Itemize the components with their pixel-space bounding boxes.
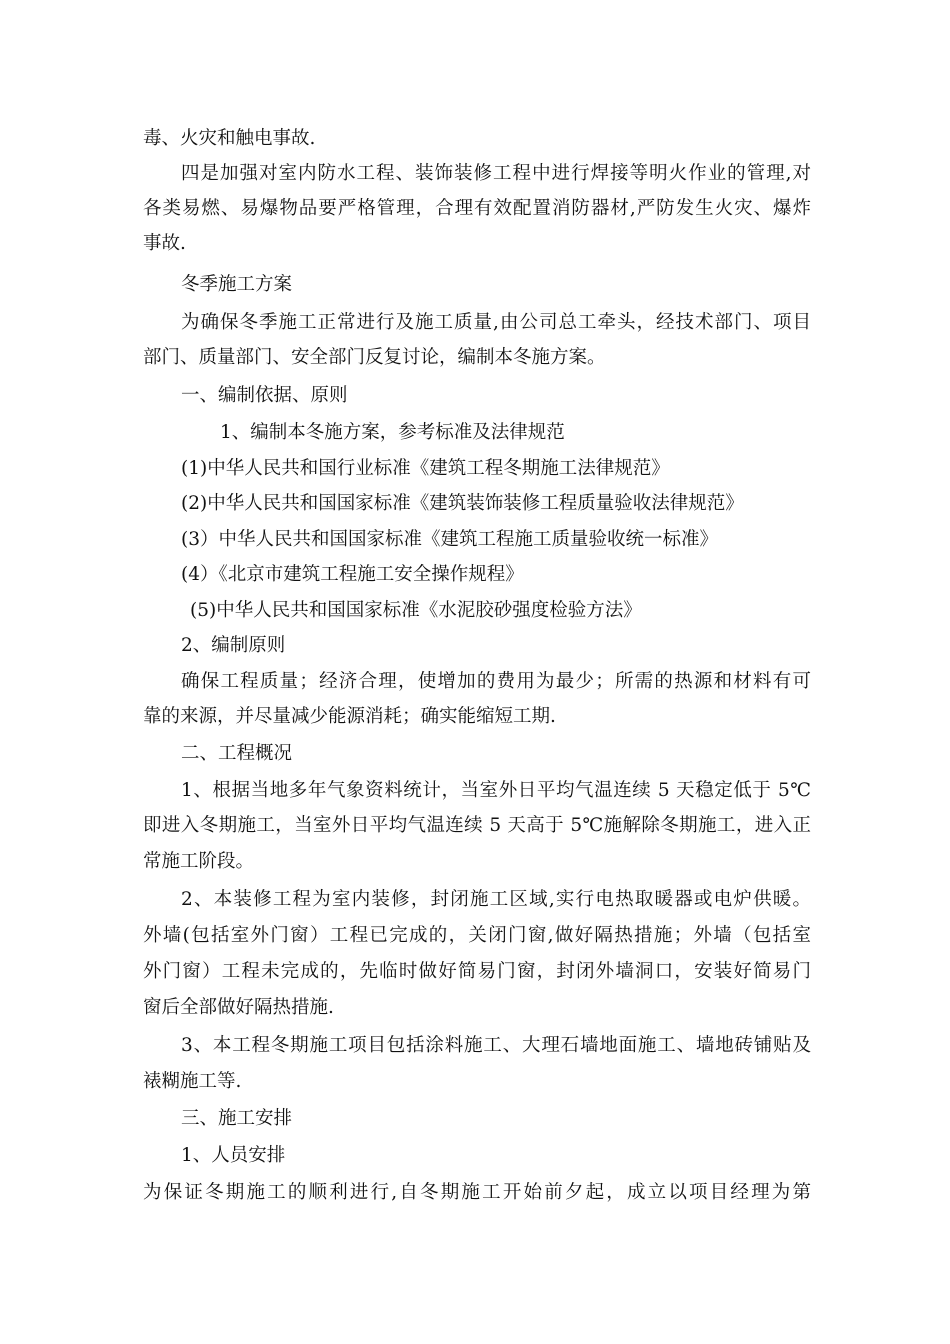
subsection-heading: 1、人员安排 [181,1145,286,1166]
reference-item: (1)中华人民共和国行业标准《建筑工程冬期施工法律规范》 [181,458,670,479]
subsection-heading: 2、编制原则 [181,635,286,656]
text-line: 2、本装修工程为室内装修，封闭施工区域,实行电热取暖器或电炉供暖。 [181,889,811,910]
text-line: 为保证冬期施工的顺利进行,自冬期施工开始前夕起，成立以项目经理为第 [143,1182,811,1203]
text-line: 裱糊施工等. [143,1071,242,1092]
text-line: 毒、火灾和触电事故. [143,128,316,149]
text-line: 靠的来源，并尽量减少能源消耗；确实能缩短工期. [143,706,556,727]
reference-item: (4）《北京市建筑工程施工安全操作规程》 [181,564,524,585]
reference-item: (3）中华人民共和国国家标准《建筑工程施工质量验收统一标准》 [181,529,718,550]
text-line: 常施工阶段。 [143,851,255,872]
section-heading: 冬季施工方案 [181,274,293,295]
text-line: 即进入冬期施工，当室外日平均气温连续 5 天高于 5℃施解除冬期施工，进入正 [143,815,811,836]
text-line: 1、根据当地多年气象资料统计，当室外日平均气温连续 5 天稳定低于 5℃ [181,780,811,801]
text-line: 外墙(包括室外门窗）工程已完成的，关闭门窗,做好隔热措施；外墙（包括室 [143,925,811,946]
text-line: 部门、质量部门、安全部门反复讨论，编制本冬施方案。 [143,347,606,368]
text-line: 3、本工程冬期施工项目包括涂料施工、大理石墙地面施工、墙地砖铺贴及 [181,1035,811,1056]
text-line: 窗后全部做好隔热措施. [143,997,334,1018]
section-heading: 一、编制依据、原则 [181,385,348,406]
text-line: 各类易燃、易爆物品要严格管理，合理有效配置消防器材,严防发生火灾、爆炸 [143,198,811,219]
text-line: 确保工程质量；经济合理，使增加的费用为最少；所需的热源和材料有可 [181,671,811,692]
reference-item: (2)中华人民共和国国家标准《建筑装饰装修工程质量验收法律规范》 [181,493,744,514]
reference-item: (5)中华人民共和国国家标准《水泥胶砂强度检验方法》 [190,600,642,621]
text-line: 外门窗）工程未完成的，先临时做好简易门窗，封闭外墙洞口，安装好简易门 [143,961,811,982]
section-heading: 三、施工安排 [181,1108,293,1129]
text-line: 为确保冬季施工正常进行及施工质量,由公司总工牵头，经技术部门、项目 [181,312,811,333]
text-line: 四是加强对室内防水工程、装饰装修工程中进行焊接等明火作业的管理,对 [181,163,811,184]
section-heading: 二、工程概况 [181,743,293,764]
subsection-heading: 1、编制本冬施方案，参考标准及法律规范 [220,422,565,443]
text-line: 事故. [143,233,186,254]
